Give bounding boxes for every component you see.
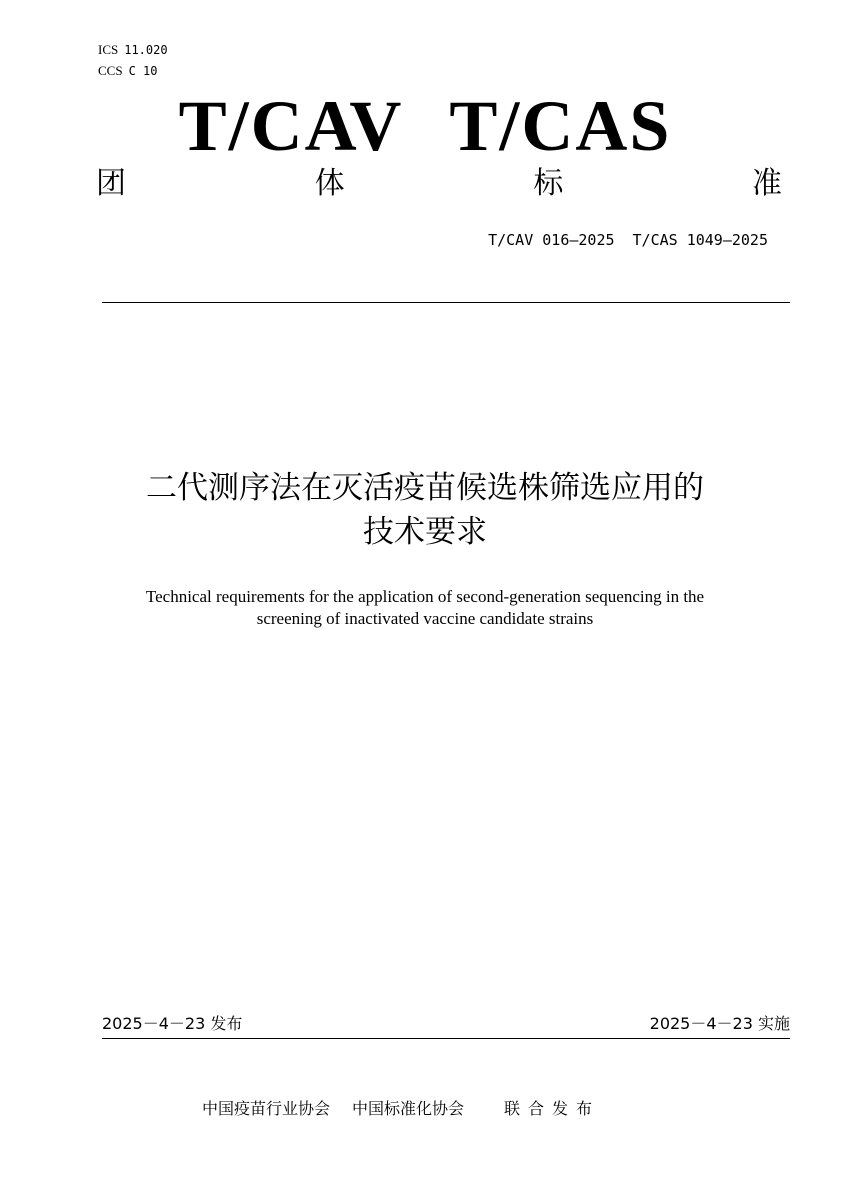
chinese-title bbox=[0, 466, 850, 554]
ics-code: 11.020 bbox=[124, 43, 168, 57]
english-title-line-2: screening of inactivated vaccine candidate strains bbox=[256, 609, 594, 628]
issue-date: 2025－4－23 发布 bbox=[102, 1014, 243, 1033]
chinese-title-line-2: 技术要求 bbox=[363, 514, 487, 550]
bottom-divider bbox=[102, 1038, 790, 1039]
logo-cas: T/CAS bbox=[449, 86, 672, 166]
group-char-1: 团 bbox=[96, 166, 126, 201]
chinese-title-line-1: 二代测序法在灭活疫苗候选株筛选应用的 bbox=[146, 470, 704, 506]
ics-label: ICS bbox=[98, 42, 119, 57]
joint-release: 联合发布 bbox=[504, 1099, 601, 1118]
ccs-line bbox=[98, 63, 157, 79]
group-char-4: 准 bbox=[751, 166, 782, 201]
english-title-line-1: Technical requirements for the application of second-generation sequencing in the bbox=[145, 587, 705, 606]
logo-cav: T/CAV bbox=[178, 86, 404, 166]
standard-number bbox=[488, 230, 768, 250]
english-title bbox=[0, 586, 850, 630]
implementation-date: 2025－4－23 实施 bbox=[649, 1014, 790, 1033]
group-char-3: 标 bbox=[533, 166, 564, 201]
publishers bbox=[202, 1098, 600, 1120]
ics-line bbox=[98, 42, 168, 58]
publisher-cas: 中国标准化协会 bbox=[352, 1099, 465, 1118]
ccs-label: CCS bbox=[98, 63, 123, 78]
standard-number-cas: T/CAS 1049—2025 bbox=[632, 231, 768, 249]
publisher-cava: 中国疫苗行业协会 bbox=[202, 1099, 331, 1118]
top-divider bbox=[102, 302, 790, 303]
standard-number-cav: T/CAV 016—2025 bbox=[488, 231, 615, 249]
ccs-code: C 10 bbox=[128, 64, 158, 78]
group-standard-title bbox=[96, 164, 782, 204]
group-char-2: 体 bbox=[314, 166, 345, 201]
standard-logo bbox=[0, 86, 850, 166]
